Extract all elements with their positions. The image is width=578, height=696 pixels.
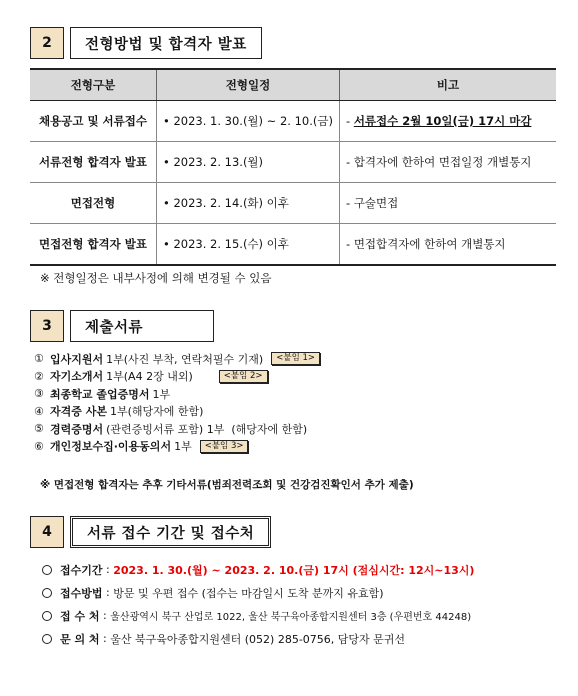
list-item: ① 입사지원서 1부(사진 부착, 연락처필수 기재) <붙임 1>: [34, 350, 320, 368]
list-item: 접수방법 : 방문 및 우편 접수 (접수는 마감일시 도착 분까지 유효함): [42, 581, 474, 604]
schedule-table: [30, 68, 556, 266]
row-date: • 2023. 1. 30.(월) ~ 2. 10.(금): [157, 101, 340, 142]
bullet: •: [163, 114, 170, 128]
doc-detail: 1부: [174, 440, 192, 454]
info-label: 접수기간: [60, 563, 103, 577]
list-item: ③ 최종학교 졸업증명서 1부: [34, 387, 171, 401]
info-label: 접 수 처: [60, 609, 100, 623]
info-label: 접수방법: [60, 586, 103, 600]
header-date: 전형일정: [157, 69, 340, 101]
doc-name: 자기소개서: [50, 370, 104, 384]
section3-title: 제출서류: [70, 310, 214, 342]
attachment-tag: <붙임 2>: [219, 370, 268, 383]
application-period: 2023. 1. 30.(월) ~ 2023. 2. 10.(금) 17시 (점심시간: 12시~13시): [113, 563, 475, 577]
bullet: •: [163, 155, 170, 169]
doc-detail: (관련증빙서류 포함) 1부 (해당자에 한함): [106, 422, 308, 436]
row-date: • 2023. 2. 15.(수) 이후: [157, 224, 340, 266]
doc-name: 경력증명서: [50, 422, 104, 436]
info-value: 울산 북구육아종합지원센터 (052) 285-0756, 담당자 문귀선: [110, 632, 406, 646]
row-category: 채용공고 및 서류접수: [30, 101, 157, 142]
attachment-tag: <붙임 1>: [271, 352, 320, 365]
list-item: ⑥ 개인정보수집·이용동의서 1부 <붙임 3>: [34, 438, 320, 456]
table-row: [30, 183, 556, 224]
bullet: •: [163, 237, 170, 251]
circle-bullet-icon: [42, 611, 52, 621]
schedule-header-row: [30, 69, 556, 101]
row-category: 면접전형: [30, 183, 157, 224]
section2-number: 2: [30, 27, 64, 59]
doc-detail: 1부: [152, 387, 171, 401]
table-row: [30, 101, 556, 142]
list-item: ② 자기소개서 1부(A4 2장 내외) <붙임 2>: [34, 368, 320, 386]
info-value: 울산광역시 북구 산업로 1022, 울산 북구육아종합지원센터 3층 (우편번호 44248): [110, 612, 472, 623]
header-category: 전형구분: [30, 69, 157, 101]
row-date: • 2023. 2. 13.(월): [157, 142, 340, 183]
doc-detail: 1부(A4 2장 내외): [106, 370, 193, 384]
header-note: 비고: [340, 69, 557, 101]
list-item: 접 수 처 : 울산광역시 북구 산업로 1022, 울산 북구육아종합지원센터 3층 (우편번호 44248): [42, 604, 474, 627]
list-item: ⑤ 경력증명서 (관련증빙서류 포함) 1부 (해당자에 한함): [34, 422, 308, 436]
bullet: •: [163, 196, 170, 210]
reception-info: [42, 558, 474, 650]
section4-number: 4: [30, 516, 64, 548]
row-category: 서류전형 합격자 발표: [30, 142, 157, 183]
info-value: 방문 및 우편 접수 (접수는 마감일시 도착 분까지 유효함): [113, 586, 384, 600]
doc-name: 입사지원서: [50, 352, 104, 366]
circle-bullet-icon: [42, 634, 52, 644]
doc-name: 자격증 사본: [50, 405, 107, 419]
deadline-note: 서류접수 2월 10일(금) 17시 마감: [353, 114, 532, 128]
row-note: - 서류접수 2월 10일(금) 17시 마감: [340, 101, 557, 142]
doc-name: 최종학교 졸업증명서: [50, 387, 150, 401]
document-list: [34, 350, 320, 455]
row-note: - 합격자에 한하여 면접일정 개별통지: [340, 142, 557, 183]
doc-detail: 1부(사진 부착, 연락처필수 기재): [106, 352, 264, 366]
list-item: ④ 자격증 사본 1부(해당자에 한함): [34, 404, 204, 419]
list-item: 접수기간 : 2023. 1. 30.(월) ~ 2023. 2. 10.(금) 17시 (점심시간: 12시~13시): [42, 558, 474, 581]
doc-detail: 1부(해당자에 한함): [109, 405, 204, 419]
table-row: [30, 224, 556, 266]
doc-name: 개인정보수집·이용동의서: [50, 440, 172, 454]
documents-note: ※ 면접전형 합격자는 추후 기타서류(범죄전력조회 및 건강검진확인서 추가 제출): [40, 479, 414, 491]
attachment-tag: <붙임 3>: [200, 440, 249, 453]
section2-header: [30, 27, 262, 59]
row-note: - 구술면접: [340, 183, 557, 224]
section3-header: [30, 310, 214, 342]
circle-bullet-icon: [42, 565, 52, 575]
list-item: 문 의 처 : 울산 북구육아종합지원센터 (052) 285-0756, 담당자 문귀선: [42, 627, 474, 650]
table-row: [30, 142, 556, 183]
section2-title: 전형방법 및 합격자 발표: [70, 27, 262, 59]
section4-header: [30, 516, 271, 548]
row-date: • 2023. 2. 14.(화) 이후: [157, 183, 340, 224]
circle-bullet-icon: [42, 588, 52, 598]
info-label: 문 의 처: [60, 632, 100, 646]
row-note: - 면접합격자에 한하여 개별통지: [340, 224, 557, 266]
section3-number: 3: [30, 310, 64, 342]
section4-title: 서류 접수 기간 및 접수처: [70, 516, 271, 548]
schedule-footnote: ※ 전형일정은 내부사정에 의해 변경될 수 있음: [40, 271, 272, 285]
row-category: 면접전형 합격자 발표: [30, 224, 157, 266]
